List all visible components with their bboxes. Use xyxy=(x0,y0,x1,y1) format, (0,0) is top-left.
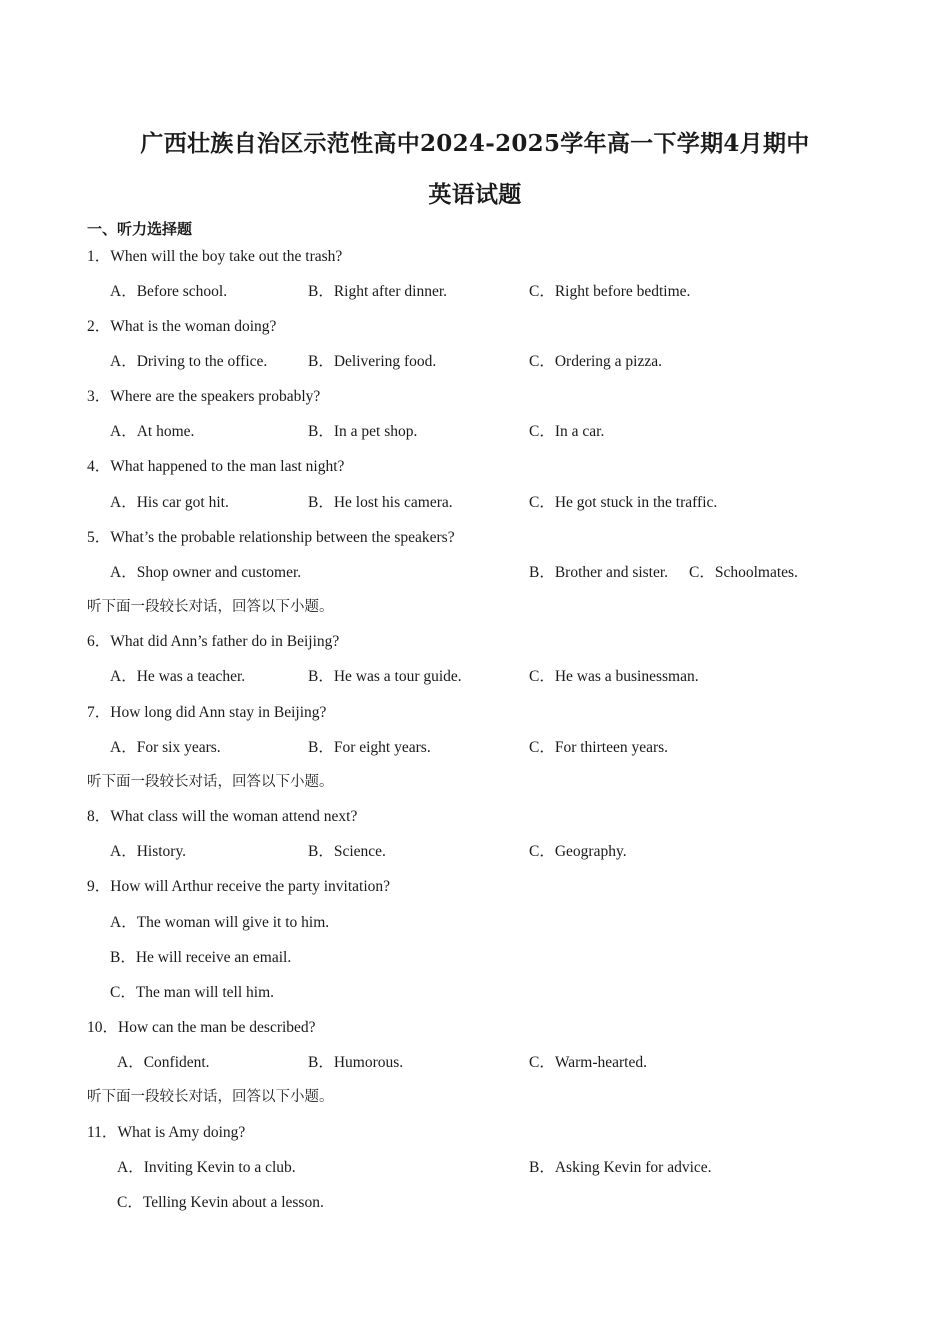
q9-option-c: C．The man will tell him. xyxy=(110,984,275,1001)
question-number: 10． xyxy=(87,1019,119,1036)
q7-option-c: C．For thirteen years. xyxy=(529,739,669,756)
q11-option-b: B．Asking Kevin for advice. xyxy=(529,1159,712,1176)
q1-option-a: A．Before school. xyxy=(110,283,228,300)
exam-title-line1: 广西壮族自治区示范性高中2024-2025学年高一下学期4月期中 xyxy=(140,130,810,157)
q10-option-b: B．Humorous. xyxy=(308,1054,404,1071)
question-text: Where are the speakers probably? xyxy=(110,388,321,405)
question-2 xyxy=(87,314,276,336)
question-text: What did Ann’s father do in Beijing? xyxy=(110,633,340,650)
long-dialogue-note: 听下面一段较长对话，回答以下小题。 xyxy=(87,1089,334,1105)
question-number: 1． xyxy=(87,248,111,265)
section-heading: 一、听力选择题 xyxy=(87,220,193,238)
question-number: 9． xyxy=(87,878,111,895)
q5-option-c: C．Schoolmates. xyxy=(689,564,798,581)
question-7 xyxy=(87,700,326,722)
q7-option-b: B．For eight years. xyxy=(308,739,431,756)
q5-option-a: A．Shop owner and customer. xyxy=(110,564,302,581)
q6-option-c: C．He was a businessman. xyxy=(529,668,699,685)
q8-option-b: B．Science. xyxy=(308,843,386,860)
q5-option-b: B．Brother and sister. xyxy=(529,564,669,581)
question-4 xyxy=(87,454,344,476)
q4-option-c: C．He got stuck in the traffic. xyxy=(529,494,718,511)
q3-option-c: C．In a car. xyxy=(529,423,605,440)
q11-option-a: A．Inviting Kevin to a club. xyxy=(117,1159,296,1176)
question-text: How will Arthur receive the party invitation? xyxy=(110,878,391,895)
q3-option-a: A．At home. xyxy=(110,423,195,440)
question-text: What’s the probable relationship between the speakers? xyxy=(110,529,455,546)
q2-option-c: C．Ordering a pizza. xyxy=(529,353,662,370)
question-number: 8． xyxy=(87,808,111,825)
q10-option-a: A．Confident. xyxy=(117,1054,210,1071)
q4-option-a: A．His car got hit. xyxy=(110,494,229,511)
q6-option-b: B．He was a tour guide. xyxy=(308,668,462,685)
question-1 xyxy=(87,244,342,266)
question-number: 3． xyxy=(87,388,111,405)
q3-option-b: B．In a pet shop. xyxy=(308,423,418,440)
question-text: What happened to the man last night? xyxy=(110,458,345,475)
q4-option-b: B．He lost his camera. xyxy=(308,494,453,511)
long-dialogue-note: 听下面一段较长对话，回答以下小题。 xyxy=(87,599,334,615)
q1-option-c: C．Right before bedtime. xyxy=(529,283,691,300)
question-11 xyxy=(87,1120,245,1142)
question-text: When will the boy take out the trash? xyxy=(110,248,343,265)
question-6 xyxy=(87,629,339,651)
question-text: What is Amy doing? xyxy=(117,1124,246,1141)
question-number: 2． xyxy=(87,318,111,335)
q6-option-a: A．He was a teacher. xyxy=(110,668,246,685)
q1-option-b: B．Right after dinner. xyxy=(308,283,448,300)
q7-option-a: A．For six years. xyxy=(110,739,221,756)
q2-option-a: A．Driving to the office. xyxy=(110,353,268,370)
q10-option-c: C．Warm-hearted. xyxy=(529,1054,647,1071)
q2-option-b: B．Delivering food. xyxy=(308,353,437,370)
q8-option-c: C．Geography. xyxy=(529,843,627,860)
question-text: What class will the woman attend next? xyxy=(110,808,358,825)
question-8 xyxy=(87,804,357,826)
q11-option-c: C．Telling Kevin about a lesson. xyxy=(117,1194,324,1211)
question-text: How long did Ann stay in Beijing? xyxy=(110,704,327,721)
question-number: 6． xyxy=(87,633,111,650)
question-number: 4． xyxy=(87,458,111,475)
question-number: 7． xyxy=(87,704,111,721)
question-5 xyxy=(87,525,455,547)
q9-option-b: B．He will receive an email. xyxy=(110,949,292,966)
long-dialogue-note: 听下面一段较长对话，回答以下小题。 xyxy=(87,774,334,790)
q8-option-a: A．History. xyxy=(110,843,187,860)
question-3 xyxy=(87,384,320,406)
question-10 xyxy=(87,1015,316,1037)
exam-title-line2: 英语试题 xyxy=(428,181,522,208)
question-9 xyxy=(87,874,390,896)
question-text: What is the woman doing? xyxy=(110,318,277,335)
question-number: 11． xyxy=(87,1124,118,1141)
question-text: How can the man be described? xyxy=(118,1019,316,1036)
question-number: 5． xyxy=(87,529,111,546)
q9-option-a: A．The woman will give it to him. xyxy=(110,914,330,931)
